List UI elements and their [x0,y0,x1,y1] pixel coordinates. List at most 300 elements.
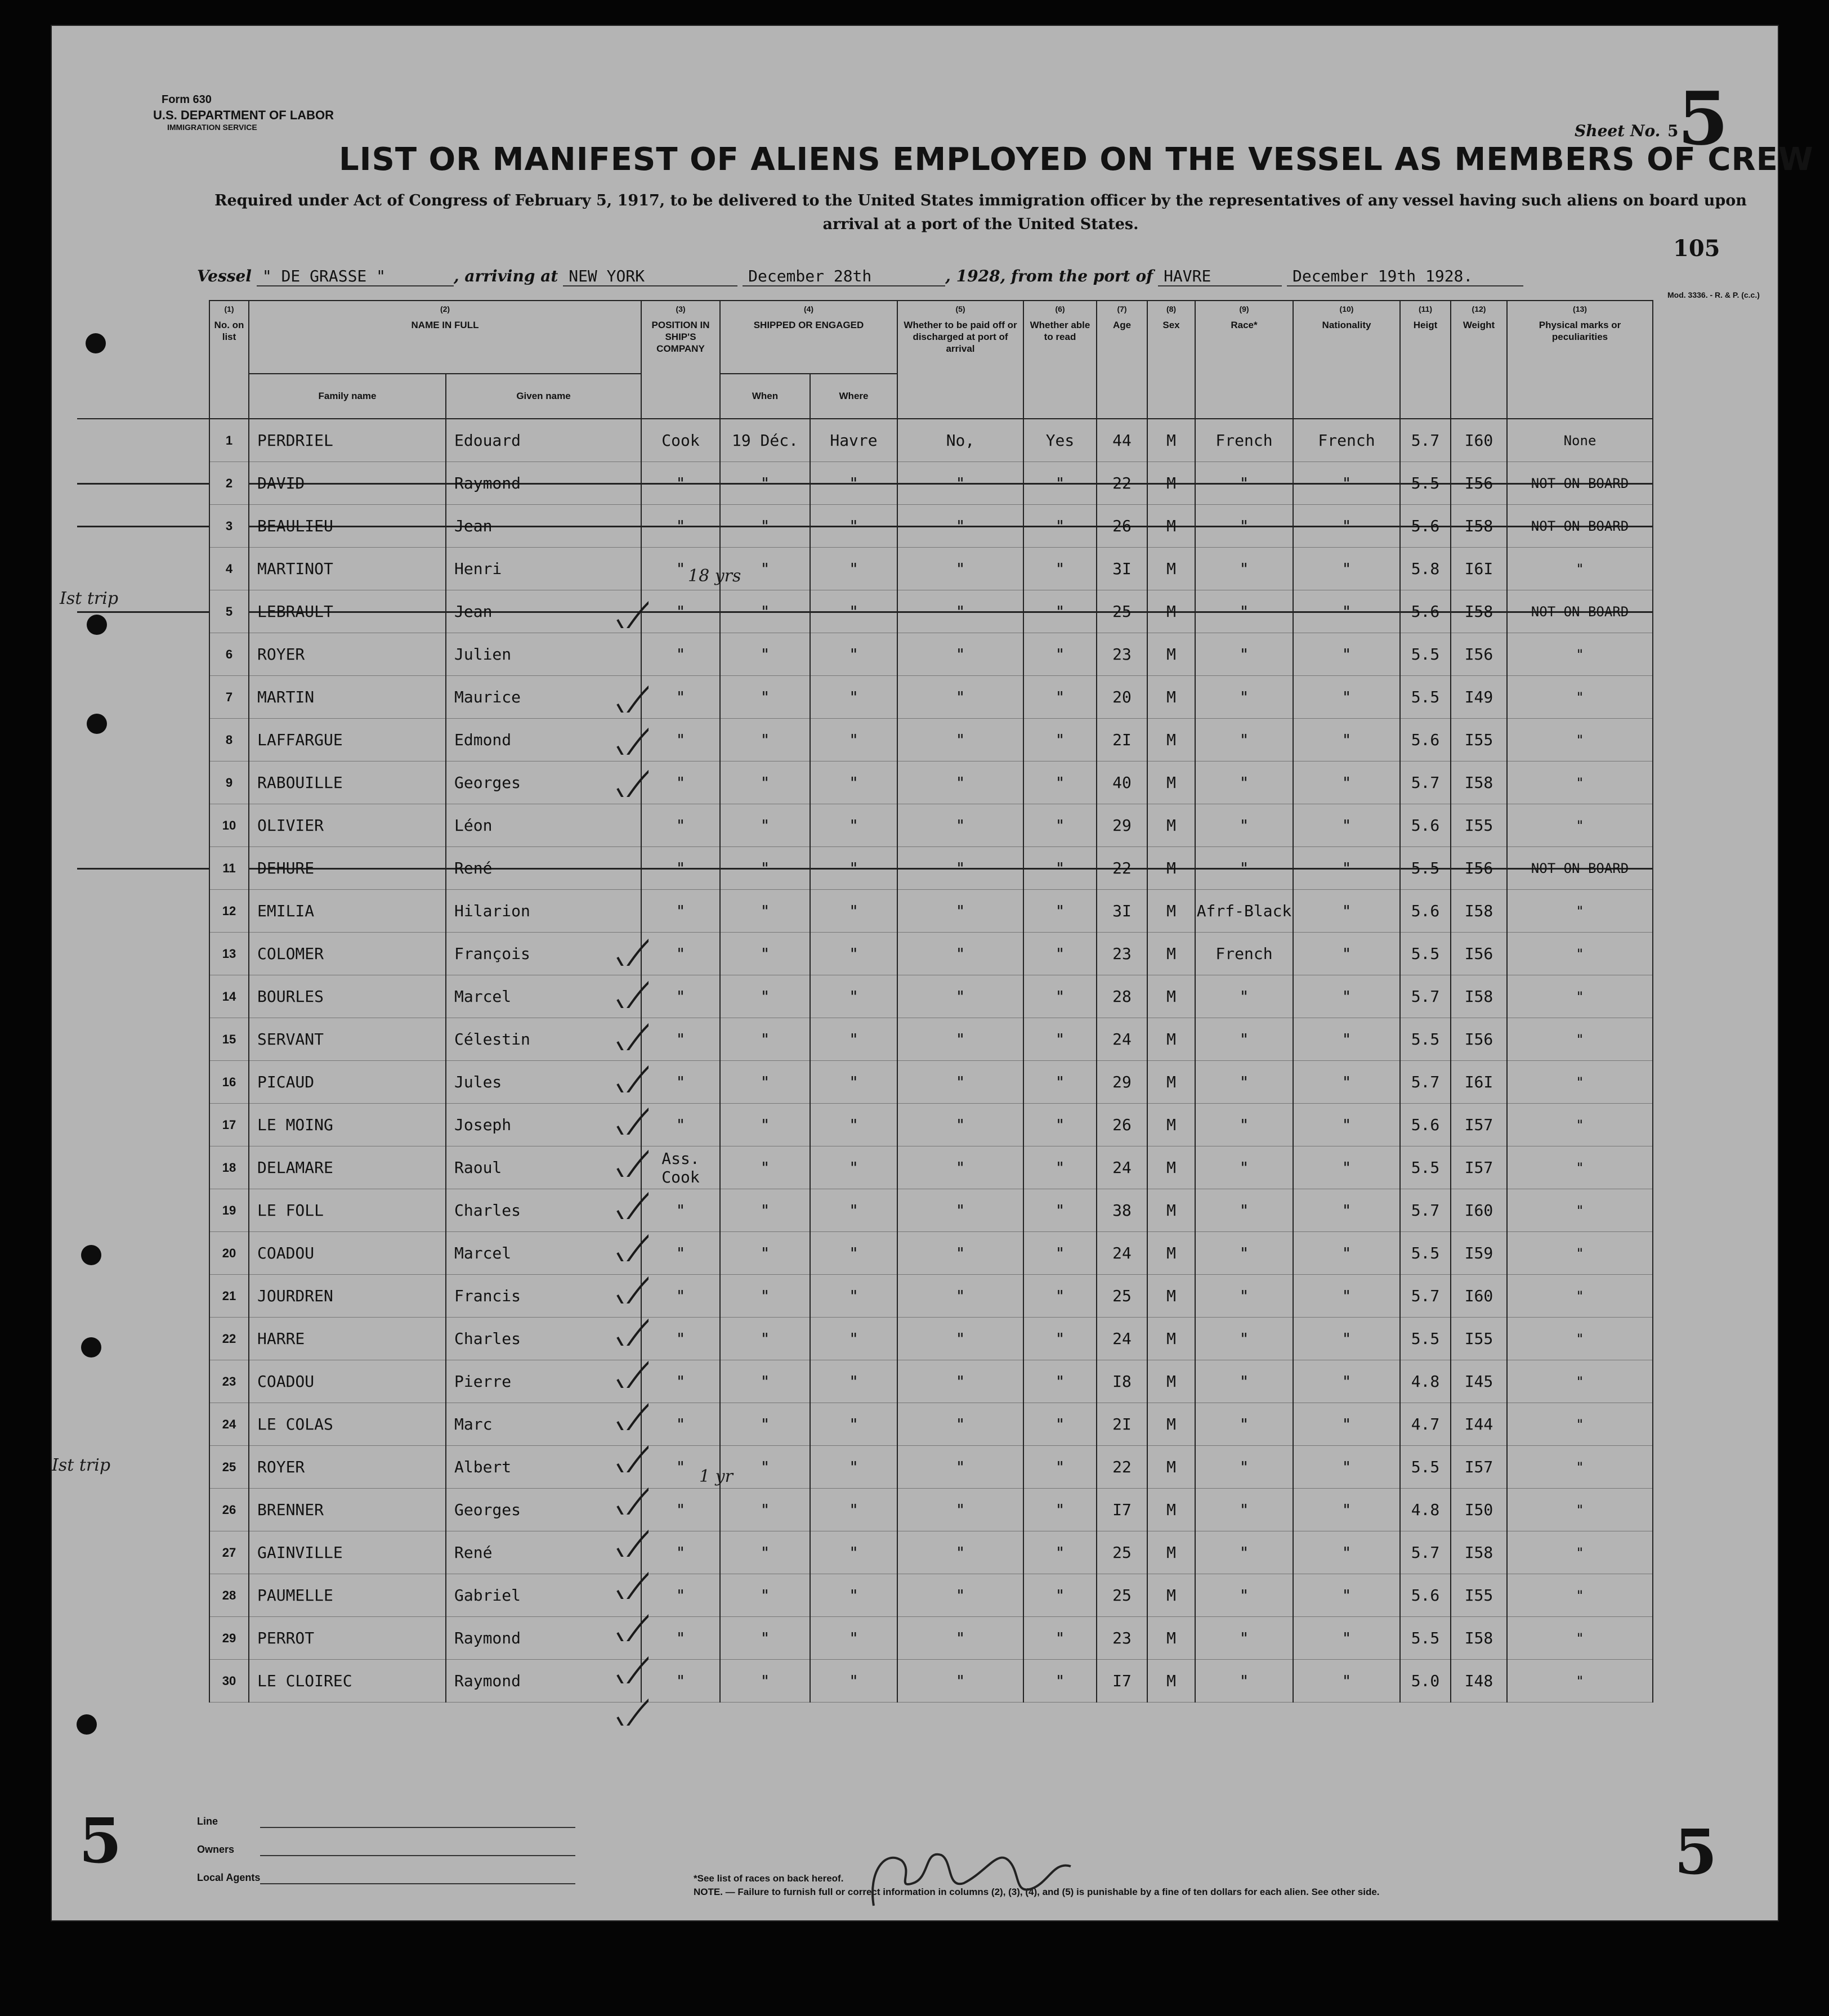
given-name-cell: Jean [446,590,641,633]
weight-cell: I56 [1451,462,1507,505]
able-to-read-cell: " [1023,1489,1097,1531]
weight-cell: I56 [1451,1018,1507,1061]
physical-marks-cell: " [1507,975,1653,1018]
able-to-read-cell: " [1023,1531,1097,1574]
age-cell: 26 [1097,505,1147,548]
sex-cell: M [1147,804,1195,847]
vessel-label: Vessel [197,267,252,285]
shipped-when-cell: " [720,890,810,933]
sex-cell: M [1147,1104,1195,1146]
age-cell: 23 [1097,1617,1147,1660]
position-cell: " [641,804,720,847]
row-number-cell: 17 [209,1104,249,1146]
family-name-cell: EMILIA [249,890,446,933]
able-to-read-cell: " [1023,1189,1097,1232]
height-cell: 5.6 [1400,590,1451,633]
paid-off-cell: " [897,1232,1023,1275]
physical-marks-cell: " [1507,1232,1653,1275]
position-cell: " [641,590,720,633]
handwritten-note: Ist trip [52,1455,111,1475]
nationality-cell: " [1293,1360,1400,1403]
paid-off-cell: " [897,1489,1023,1531]
able-to-read-cell: " [1023,1617,1097,1660]
position-cell: " [641,1189,720,1232]
table-row [77,1531,1653,1574]
row-number-cell: 14 [209,975,249,1018]
weight-cell: I60 [1451,1189,1507,1232]
age-cell: 25 [1097,1275,1147,1318]
row-number-cell: 4 [209,548,249,590]
races-note: *See list of races on back hereof. [694,1873,844,1884]
able-to-read-cell: " [1023,1318,1097,1360]
nationality-cell: French [1293,419,1400,462]
height-cell: 5.7 [1400,1275,1451,1318]
physical-marks-cell: NOT ON BOARD [1507,847,1653,890]
given-name-cell: Marcel [446,1232,641,1275]
shipped-when-cell: " [720,1360,810,1403]
physical-marks-cell: " [1507,1104,1653,1146]
age-cell: I7 [1097,1489,1147,1531]
paid-off-cell: " [897,1275,1023,1318]
age-cell: 25 [1097,590,1147,633]
height-cell: 5.6 [1400,890,1451,933]
able-to-read-cell: " [1023,1660,1097,1703]
able-to-read-cell: " [1023,462,1097,505]
departure-date: December 19th 1928. [1287,267,1523,286]
col-header-shipped: (4) SHIPPED OR ENGAGED [720,301,897,374]
weight-cell: I59 [1451,1232,1507,1275]
position-cell: " [641,719,720,761]
given-name-cell: Edouard [446,419,641,462]
col-header-race: (9) Race* [1195,301,1293,419]
race-cell: " [1195,1189,1293,1232]
paid-off-cell: " [897,1531,1023,1574]
check-mark [615,1560,649,1599]
check-mark [615,673,649,713]
race-cell: " [1195,1360,1293,1403]
race-cell: " [1195,1403,1293,1446]
sex-cell: M [1147,975,1195,1018]
height-cell: 5.5 [1400,1146,1451,1189]
paid-off-cell: " [897,676,1023,719]
col-header-read: (6) Whether able to read [1023,301,1097,419]
line-label: Line [197,1816,218,1827]
table-row [77,1446,1653,1489]
position-cell: " [641,1574,720,1617]
margin-cell [77,761,209,804]
local-agents-label: Local Agents [197,1872,261,1883]
row-number-cell: 18 [209,1146,249,1189]
family-name-cell: RABOUILLE [249,761,446,804]
physical-marks-cell: " [1507,676,1653,719]
shipped-when-cell: " [720,1018,810,1061]
able-to-read-cell: " [1023,548,1097,590]
able-to-read-cell: " [1023,933,1097,975]
given-name-cell: René [446,1531,641,1574]
weight-cell: I55 [1451,804,1507,847]
physical-marks-cell: " [1507,1360,1653,1403]
age-cell: 44 [1097,419,1147,462]
handwritten-note: 18 yrs [688,566,741,586]
weight-cell: I57 [1451,1446,1507,1489]
check-mark [615,1011,649,1050]
given-name-cell: Julien [446,633,641,676]
height-cell: 5.7 [1400,975,1451,1018]
arrival-date: December 28th [743,267,945,286]
margin-cell [77,890,209,933]
physical-marks-cell: " [1507,933,1653,975]
margin-cell [77,419,209,462]
shipped-when-cell: " [720,761,810,804]
paid-off-cell: " [897,761,1023,804]
nationality-cell: " [1293,1189,1400,1232]
given-name-cell: Raymond [446,1660,641,1703]
check-mark [615,758,649,797]
physical-marks-cell: " [1507,1489,1653,1531]
able-to-read-cell: " [1023,890,1097,933]
weight-cell: I58 [1451,590,1507,633]
nationality-cell: " [1293,548,1400,590]
given-name-cell: Hilarion [446,890,641,933]
margin-cell [77,1018,209,1061]
family-name-cell: DELAMARE [249,1146,446,1189]
sheet-number-small: 5 [1667,122,1679,140]
margin-cell [77,804,209,847]
position-cell: " [641,1403,720,1446]
age-cell: 24 [1097,1318,1147,1360]
given-name-cell: Maurice [446,676,641,719]
margin-cell [77,462,209,505]
weight-cell: I55 [1451,719,1507,761]
shipped-when-cell: " [720,590,810,633]
handwritten-note: Ist trip [60,589,119,608]
position-cell: Ass. Cook [641,1146,720,1189]
owners-label: Owners [197,1844,235,1855]
vessel-name: " DE GRASSE " [257,267,454,286]
given-name-cell: Gabriel [446,1574,641,1617]
position-cell: " [641,1446,720,1489]
height-cell: 4.7 [1400,1403,1451,1446]
shipped-when-cell: " [720,1403,810,1446]
race-cell: " [1195,676,1293,719]
shipped-where-cell: " [810,719,897,761]
shipped-where-cell: " [810,1018,897,1061]
paid-off-cell: " [897,847,1023,890]
margin-cell [77,1531,209,1574]
row-number-cell: 7 [209,676,249,719]
sex-cell: M [1147,462,1195,505]
check-mark [615,1306,649,1346]
nationality-cell: " [1293,1018,1400,1061]
crew-manifest-table [77,300,1653,1703]
height-cell: 5.5 [1400,1617,1451,1660]
given-name-cell: Albert [446,1446,641,1489]
document-subtitle: Required under Act of Congress of February 5, 1917, to be delivered to the United States immigration officer by the representatives of any vessel having such aliens on board upon arrival at a port of the United States. [214,192,1747,233]
margin-cell [77,1660,209,1703]
height-cell: 5.5 [1400,847,1451,890]
physical-marks-cell: " [1507,761,1653,804]
weight-cell: I58 [1451,1617,1507,1660]
physical-marks-cell: " [1507,1318,1653,1360]
shipped-where-cell: " [810,1318,897,1360]
table-row [77,1489,1653,1531]
check-mark [615,969,649,1008]
family-name-cell: LE FOLL [249,1189,446,1232]
weight-cell: I56 [1451,933,1507,975]
family-name-cell: PAUMELLE [249,1574,446,1617]
shipped-where-cell: " [810,890,897,933]
col-header-sex: (8) Sex [1147,301,1195,419]
table-row [77,847,1653,890]
race-cell: " [1195,1446,1293,1489]
shipped-where-cell: " [810,676,897,719]
sex-cell: M [1147,1574,1195,1617]
row-number-cell: 15 [209,1018,249,1061]
table-row [77,548,1653,590]
family-name-cell: MARTINOT [249,548,446,590]
table-row [77,1018,1653,1061]
family-name-cell: SERVANT [249,1018,446,1061]
shipped-where-cell: " [810,1617,897,1660]
col-header-age: (7) Age [1097,301,1147,419]
margin-cell [77,676,209,719]
weight-cell: I6I [1451,1061,1507,1104]
nationality-cell: " [1293,1061,1400,1104]
sex-cell: M [1147,1403,1195,1446]
table-row [77,1617,1653,1660]
age-cell: 3I [1097,890,1147,933]
height-cell: 5.5 [1400,1232,1451,1275]
arriving-label: , arriving at [453,267,558,285]
age-cell: 20 [1097,676,1147,719]
shipped-where-cell: " [810,847,897,890]
position-cell: Cook [641,419,720,462]
paid-off-cell: " [897,804,1023,847]
family-name-cell: JOURDREN [249,1275,446,1318]
row-number-cell: 9 [209,761,249,804]
physical-marks-cell: " [1507,804,1653,847]
shipped-when-cell: " [720,1232,810,1275]
year-prefix: , 192 [945,267,990,285]
height-cell: 4.8 [1400,1489,1451,1531]
height-cell: 5.5 [1400,1318,1451,1360]
height-cell: 5.0 [1400,1660,1451,1703]
table-row [77,633,1653,676]
shipped-where-cell: " [810,505,897,548]
race-cell: " [1195,804,1293,847]
table-row [77,804,1653,847]
paid-off-cell: " [897,505,1023,548]
margin-cell [77,1574,209,1617]
position-cell: " [641,1617,720,1660]
nationality-cell: " [1293,1104,1400,1146]
shipped-when-cell: " [720,847,810,890]
col-header-no: (1) No. on list [209,301,249,419]
paid-off-cell: " [897,1360,1023,1403]
given-name-cell: Charles [446,1189,641,1232]
table-row [77,505,1653,548]
position-cell: " [641,1275,720,1318]
given-name-cell: François [446,933,641,975]
row-number-cell: 2 [209,462,249,505]
family-name-cell: LE MOING [249,1104,446,1146]
shipped-where-cell: " [810,1446,897,1489]
able-to-read-cell: " [1023,1146,1097,1189]
nationality-cell: " [1293,590,1400,633]
physical-marks-cell: " [1507,1275,1653,1318]
race-cell: " [1195,1617,1293,1660]
age-cell: 23 [1097,933,1147,975]
race-cell: " [1195,847,1293,890]
row-number-cell: 16 [209,1061,249,1104]
able-to-read-cell: " [1023,975,1097,1018]
shipped-when-cell: " [720,1617,810,1660]
race-cell: " [1195,1104,1293,1146]
race-cell: " [1195,548,1293,590]
family-name-cell: BOURLES [249,975,446,1018]
table-row [77,975,1653,1018]
family-name-cell: GAINVILLE [249,1531,446,1574]
height-cell: 5.6 [1400,804,1451,847]
sex-cell: M [1147,1146,1195,1189]
shipped-where-cell: " [810,1104,897,1146]
paid-off-cell: " [897,1146,1023,1189]
position-cell: " [641,847,720,890]
weight-cell: I45 [1451,1360,1507,1403]
paid-off-cell: " [897,1018,1023,1061]
age-cell: 40 [1097,761,1147,804]
table-row [77,719,1653,761]
weight-cell: I48 [1451,1660,1507,1703]
age-cell: 2I [1097,719,1147,761]
margin-cell [77,1403,209,1446]
document-title: LIST OR MANIFEST OF ALIENS EMPLOYED ON THE VESSEL AS MEMBERS OF CREW [339,141,1814,178]
able-to-read-cell: " [1023,505,1097,548]
col-header-family-name: Family name [249,374,446,419]
shipped-where-cell: " [810,1146,897,1189]
position-cell: " [641,1318,720,1360]
table-row [77,1360,1653,1403]
height-cell: 5.5 [1400,633,1451,676]
shipped-where-cell: Havre [810,419,897,462]
paid-off-cell: " [897,548,1023,590]
sex-cell: M [1147,1360,1195,1403]
shipped-where-cell: " [810,933,897,975]
age-cell: I8 [1097,1360,1147,1403]
page-reference: 105 [1673,235,1720,262]
position-cell: " [641,1360,720,1403]
age-cell: 29 [1097,804,1147,847]
height-cell: 5.8 [1400,548,1451,590]
check-mark [615,715,649,755]
row-number-cell: 29 [209,1617,249,1660]
family-name-cell: LAFFARGUE [249,719,446,761]
weight-cell: I55 [1451,1574,1507,1617]
race-cell: " [1195,1660,1293,1703]
given-name-cell: Georges [446,761,641,804]
nationality-cell: " [1293,1489,1400,1531]
shipped-when-cell: " [720,975,810,1018]
given-name-cell: Marcel [446,975,641,1018]
handwritten-note: 1 yr [699,1467,733,1486]
paid-off-cell: " [897,890,1023,933]
position-cell: " [641,1489,720,1531]
age-cell: 22 [1097,847,1147,890]
position-cell: " [641,1232,720,1275]
family-name-cell: DAVID [249,462,446,505]
paid-off-cell: No, [897,419,1023,462]
able-to-read-cell: " [1023,1061,1097,1104]
row-number-cell: 13 [209,933,249,975]
shipped-where-cell: " [810,1660,897,1703]
position-cell: " [641,548,720,590]
shipped-when-cell: " [720,933,810,975]
nationality-cell: " [1293,719,1400,761]
shipped-when-cell: " [720,548,810,590]
nationality-cell: " [1293,1574,1400,1617]
family-name-cell: HARRE [249,1318,446,1360]
margin-cell [77,1061,209,1104]
given-name-cell: Léon [446,804,641,847]
row-number-cell: 3 [209,505,249,548]
nationality-cell: " [1293,890,1400,933]
paid-off-cell: " [897,719,1023,761]
able-to-read-cell: " [1023,1403,1097,1446]
height-cell: 5.5 [1400,462,1451,505]
margin-cell [77,1104,209,1146]
check-mark [615,1180,649,1219]
check-mark [615,589,649,628]
sex-cell: M [1147,633,1195,676]
given-name-cell: Joseph [446,1104,641,1146]
weight-cell: I60 [1451,1275,1507,1318]
table-row [77,462,1653,505]
check-mark [615,1686,649,1726]
check-mark [615,1644,649,1683]
age-cell: 25 [1097,1531,1147,1574]
shipped-where-cell: " [810,1232,897,1275]
given-name-cell: Henri [446,548,641,590]
shipped-when-cell: " [720,633,810,676]
family-name-cell: PERROT [249,1617,446,1660]
from-label: , from the port of [1000,267,1153,285]
row-number-cell: 20 [209,1232,249,1275]
family-name-cell: LE COLAS [249,1403,446,1446]
physical-marks-cell: NOT ON BOARD [1507,462,1653,505]
row-number-cell: 10 [209,804,249,847]
punch-hole [81,1245,101,1265]
height-cell: 4.8 [1400,1360,1451,1403]
nationality-cell: " [1293,847,1400,890]
table-row [77,933,1653,975]
paid-off-cell: " [897,975,1023,1018]
able-to-read-cell: " [1023,1574,1097,1617]
check-mark [615,1222,649,1261]
age-cell: 2I [1097,1403,1147,1446]
local-agents-rule [260,1883,575,1884]
weight-cell: I44 [1451,1403,1507,1446]
nationality-cell: " [1293,933,1400,975]
physical-marks-cell: " [1507,1660,1653,1703]
sex-cell: M [1147,890,1195,933]
height-cell: 5.7 [1400,761,1451,804]
table-row [77,1318,1653,1360]
physical-marks-cell: " [1507,1403,1653,1446]
form-number: Form 630 [162,93,212,106]
shipped-where-cell: " [810,1574,897,1617]
owners-rule [260,1855,575,1856]
weight-cell: I56 [1451,633,1507,676]
